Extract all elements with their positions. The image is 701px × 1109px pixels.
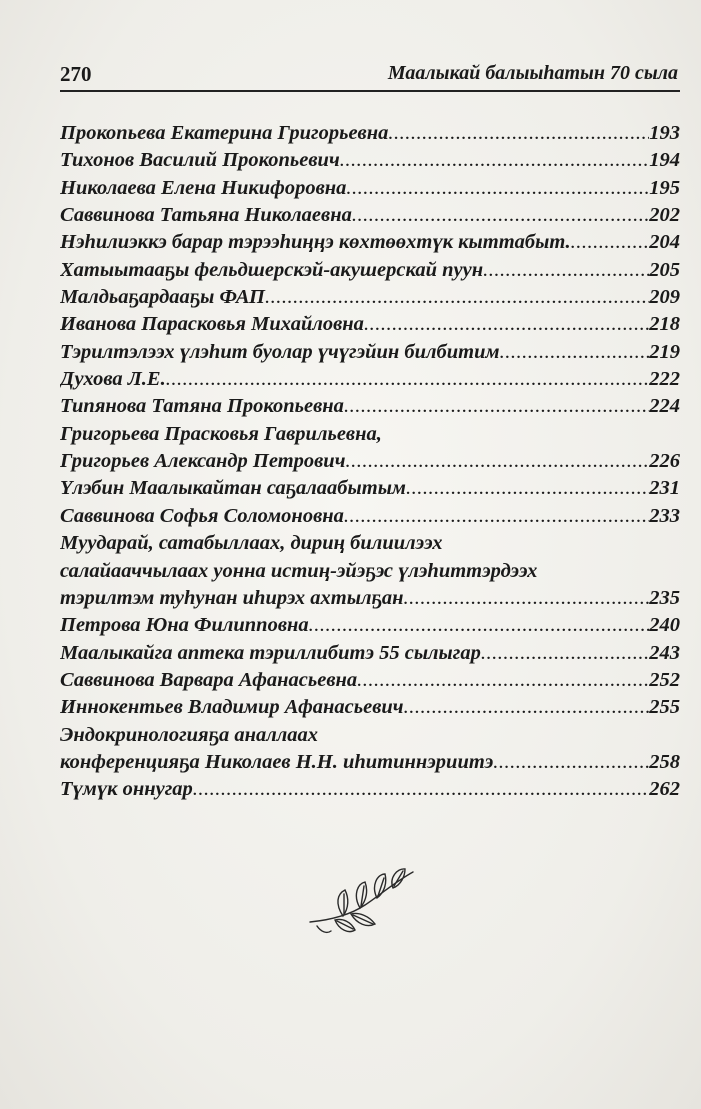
- toc-entry: [60, 475, 680, 502]
- toc-entry-page: 219: [649, 340, 680, 363]
- dot-leader: [344, 393, 649, 420]
- toc-entry: [60, 120, 680, 147]
- dot-leader: [340, 147, 650, 174]
- toc-entry-page: 204: [649, 231, 680, 254]
- toc-entry-title: Саввинова Софья Соломоновна: [60, 504, 344, 527]
- toc-entry-page: 209: [649, 286, 680, 309]
- toc-entry-title: Иннокентьев Владимир Афанасьевич: [60, 696, 404, 719]
- toc-entry: [60, 257, 680, 284]
- toc-entry-page: 231: [649, 477, 680, 500]
- toc-entry-title: Маалыкайга аптека тэриллибитэ 55 сылыгар: [60, 641, 481, 664]
- toc-entry: [60, 640, 680, 667]
- toc-entry-page: 194: [649, 149, 680, 172]
- toc-entry: [60, 421, 680, 448]
- toc-entry-title: Нэhилиэккэ барар тэрээhиңңэ көхтөөхтүк кыттабыт.: [60, 231, 571, 254]
- dot-leader: [481, 640, 649, 667]
- toc-entry-title: Петрова Юна Филипповна: [60, 614, 309, 637]
- toc-entry-page: 240: [649, 614, 680, 637]
- toc-entry-title: Хатыытааҕы фельдшерскэй-акушерскай пуун: [60, 258, 484, 281]
- toc-entry-title: Николаева Елена Никифоровна: [60, 176, 347, 199]
- toc-entry: [60, 339, 680, 366]
- toc-entry-page: 193: [649, 122, 680, 144]
- toc-entry-page: 205: [649, 258, 680, 281]
- dot-leader: [346, 175, 649, 202]
- dot-leader: [193, 776, 649, 803]
- toc-entry: [60, 311, 680, 338]
- dot-leader: [357, 667, 649, 694]
- running-title: Маалыкай балыыhатын 70 сыла: [387, 62, 678, 84]
- toc-entry-title: Григорьев Александр Петрович: [60, 450, 346, 473]
- toc-entry: [60, 366, 680, 393]
- page-header: [60, 62, 680, 92]
- toc-entry: [60, 448, 680, 475]
- toc-entry-page: 262: [649, 778, 680, 801]
- dot-leader: [571, 229, 650, 256]
- toc-entry-page: 202: [649, 204, 680, 227]
- toc-entry-page: 255: [649, 696, 680, 719]
- leaf-branch-icon: [305, 860, 425, 940]
- toc-entry-page: 218: [649, 313, 680, 336]
- toc-entry: [60, 393, 680, 420]
- toc-entry-title: Григорьева Прасковья Гаврильевна,: [60, 422, 382, 445]
- toc-entry-page: 195: [649, 176, 680, 199]
- toc-entry: [60, 558, 680, 585]
- toc-entry-title: Иванова Парасковья Михайловна: [60, 313, 364, 336]
- toc-entry: [60, 202, 680, 229]
- dot-leader: [483, 257, 649, 284]
- dot-leader: [500, 339, 650, 366]
- toc-entry: [60, 585, 680, 612]
- dot-leader: [406, 475, 649, 502]
- dot-leader: [309, 612, 650, 639]
- toc-entry: [60, 776, 680, 803]
- dot-leader: [352, 202, 649, 229]
- toc-entry-title: Тихонов Василий Прокопьевич: [60, 149, 340, 172]
- toc-entry-page: 222: [649, 368, 680, 391]
- toc-entry-title: Тэрилтэлээх үлэhит буолар үчүгэйин билбитим: [60, 340, 500, 363]
- toc-entry: [60, 503, 680, 530]
- toc-entry-title: Духова Л.Е.: [60, 368, 166, 391]
- toc-entry-title: тэрилтэм туhунан иhирэх ахтылҕан: [60, 586, 404, 609]
- dot-leader: [344, 503, 649, 530]
- toc-entry-title: конференцияҕа Николаев Н.Н. иhитиннэриитэ: [60, 750, 494, 773]
- toc-entry-title: Түмүк оннугар: [60, 778, 193, 801]
- toc-entry: [60, 722, 680, 749]
- dot-leader: [345, 448, 649, 475]
- dot-leader: [166, 366, 650, 393]
- toc-entry: [60, 229, 680, 256]
- dot-leader: [493, 749, 649, 776]
- toc-entry-title: Типянова Татяна Прокопьевна: [60, 395, 344, 418]
- dot-leader: [404, 585, 650, 612]
- toc-entry-title: Прокопьева Екатерина Григорьевна: [60, 122, 389, 144]
- toc-entry: [60, 147, 680, 174]
- toc-entry-page: 252: [649, 668, 680, 691]
- toc-entry-title: Малдьаҕардааҕы ФАП: [60, 286, 265, 309]
- toc-entry: [60, 749, 680, 776]
- toc-entry-page: 235: [649, 586, 680, 609]
- toc-entry: [60, 530, 680, 557]
- toc-entry-page: 224: [649, 395, 680, 418]
- dot-leader: [388, 120, 649, 147]
- toc-entry-title: Саввинова Варвара Афанасьевна: [60, 668, 358, 691]
- toc-entry-title: Үлэбин Маалыкайтан саҕалаабытым: [60, 477, 406, 500]
- dot-leader: [265, 284, 649, 311]
- table-of-contents: [60, 120, 680, 804]
- toc-entry-page: 233: [649, 504, 680, 527]
- page-number: 270: [60, 62, 92, 86]
- toc-entry: [60, 612, 680, 639]
- toc-entry-page: 258: [649, 750, 680, 773]
- dot-leader: [364, 311, 649, 338]
- toc-entry-title: салайааччылаах уонна истиң-эйэҕэс үлэhиттэрдээх: [60, 559, 538, 582]
- toc-entry: [60, 284, 680, 311]
- toc-entry: [60, 694, 680, 721]
- toc-entry-page: 243: [649, 641, 680, 664]
- toc-entry-title: Эндокринологияҕа аналлаах: [60, 723, 319, 746]
- toc-entry-page: 226: [649, 450, 680, 473]
- toc-entry-title: Саввинова Татьяна Николаевна: [60, 204, 352, 227]
- toc-entry: [60, 667, 680, 694]
- toc-entry-title: Муударай, сатабыллаах, дириң билиилээх: [60, 532, 443, 555]
- toc-entry: [60, 175, 680, 202]
- dot-leader: [404, 694, 650, 721]
